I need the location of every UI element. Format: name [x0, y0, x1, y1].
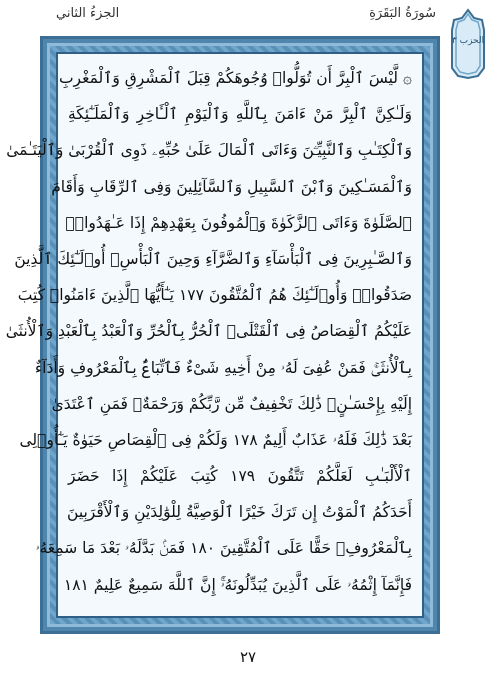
text-line: بِٱلْمَعْرُوفِۖ حَقًّا عَلَى ٱلْمُتَّقِينَ ١٨٠ فَمَنۢ بَدَّلَهُۥ بَعْدَ مَا سَمِعَهُۥ: [35, 539, 412, 558]
surah-title: سُورَةُ البَقَرَةِ: [369, 6, 436, 21]
page-number: ٢٧: [239, 648, 257, 666]
text-line: صَدَقُوا۟ۖ وَأُو۟لَـٰٓئِكَ هُمُ ٱلْمُتَّقُونَ ١٧٧ يَـٰٓأَيُّهَا ٱلَّذِينَ ءَامَنُوا۟ كُتِبَ: [17, 286, 412, 305]
text-line: أَحَدَكُمُ ٱلْمَوْتُ إِن تَرَكَ خَيْرًا ٱلْوَصِيَّةُ لِلْوَٰلِدَيْنِ وَٱلْأَقْرَبِينَ: [67, 503, 412, 522]
text-line: إِلَيْهِ بِإِحْسَـٰنٍۗ ذَٰلِكَ تَخْفِيفٌ مِّن رَّبِّكُمْ وَرَحْمَةٌۗ فَمَنِ ٱعْتَدَىٰ: [51, 394, 412, 413]
text-line: ۞ لَّيْسَ ٱلْبِرَّ أَن تُوَلُّوا۟ وُجُوهَكُمْ قِبَلَ ٱلْمَشْرِقِ وَٱلْمَغْرِبِ: [58, 69, 412, 87]
text-line: وَٱلْكِتَـٰبِ وَٱلنَّبِيِّـۧنَ وَءَاتَى ٱلْمَالَ عَلَىٰ حُبِّهِۦ ذَوِى ٱلْقُرْبَىٰ وَٱلْيَتَـٰمَىٰ: [6, 141, 412, 160]
hizb-label: الحزب ٣: [451, 36, 485, 46]
page-header: [0, 0, 496, 30]
ornamental-border: [5, 43, 433, 627]
juz-title: الجزءُ الثاني: [56, 6, 120, 21]
text-line: وَٱلْمَسَـٰكِينَ وَٱبْنَ ٱلسَّبِيلِ وَٱلسَّآئِلِينَ وَفِى ٱلرِّقَابِ وَأَقَامَ: [51, 177, 412, 196]
text-line: وَٱلصَّـٰبِرِينَ فِى ٱلْبَأْسَآءِ وَٱلضَّرَّآءِ وَحِينَ ٱلْبَأْسِۗ أُو۟لَـٰٓئِكَ ٱلَّذِينَ: [14, 249, 412, 268]
page-frame: [5, 36, 440, 634]
text-line: ٱلْأَلْبَـٰبِ لَعَلَّكُمْ تَتَّقُونَ ١٧٩ كُتِبَ عَلَيْكُمْ إِذَا حَضَرَ: [68, 467, 412, 486]
text-line: بَعْدَ ذَٰلِكَ فَلَهُۥ عَذَابٌ أَلِيمٌ ١٧٨ وَلَكُمْ فِى ٱلْقِصَاصِ حَيَوٰةٌ يَـٰٓأُو۟لِى: [19, 430, 412, 449]
hizb-badge: [448, 8, 488, 80]
text-line: فَإِنَّمَآ إِثْمُهُۥ عَلَى ٱلَّذِينَ يُبَدِّلُونَهُۥٓۚ إِنَّ ٱللَّهَ سَمِيعٌ عَلِيمٌ ١٨١: [63, 575, 412, 594]
text-line: ٱلصَّلَوٰةَ وَءَاتَى ٱلزَّكَوٰةَ وَٱلْمُوفُونَ بِعَهْدِهِمْ إِذَا عَـٰهَدُوا۟ۖ: [65, 213, 412, 232]
quran-text-panel: [5, 52, 424, 618]
text-line: وَلَـٰكِنَّ ٱلْبِرَّ مَنْ ءَامَنَ بِٱللَّهِ وَٱلْيَوْمِ ٱلْـَٔاخِرِ وَٱلْمَلَـٰٓئِكَةِ: [68, 105, 412, 124]
text-line: عَلَيْكُمُ ٱلْقِصَاصُ فِى ٱلْقَتْلَىۖ ٱلْحُرُّ بِٱلْحُرِّ وَٱلْعَبْدُ بِٱلْعَبْدِ وَٱلْأُنثَىٰ: [5, 322, 412, 341]
text-line: بِٱلْأُنثَىٰۚ فَمَنْ عُفِىَ لَهُۥ مِنْ أَخِيهِ شَىْءٌ فَٱتِّبَاعٌۢ بِٱلْمَعْرُوفِ وَأَدَآءٌ: [34, 358, 412, 377]
